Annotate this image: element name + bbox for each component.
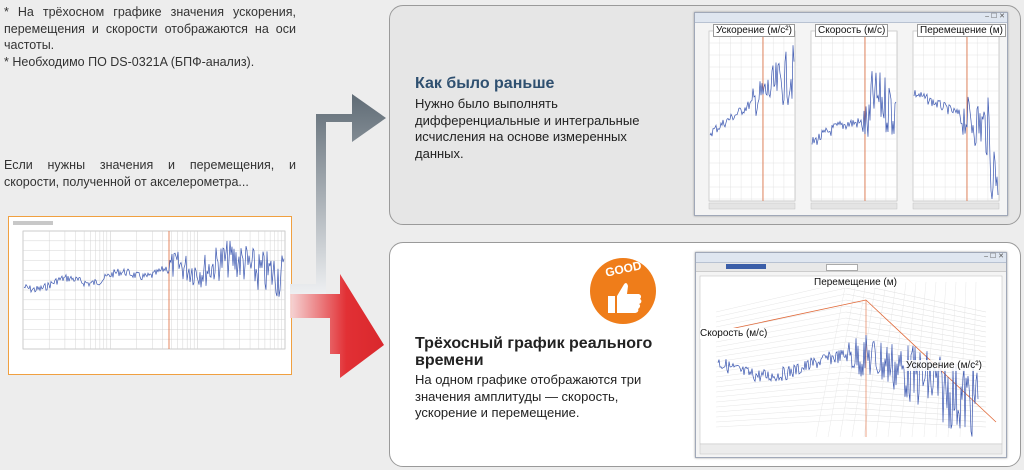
after-text: На одном графике отображаются три значения амплитуды — скорость, ускорение и перемещение. [415, 372, 642, 420]
good-label: GOOD [603, 258, 643, 280]
intro-text: Если нужны значения и перемещения, и скорости, полученной от акселерометра... [4, 158, 296, 189]
before-plot-1 [709, 31, 795, 209]
before-title: Как было раньше [415, 75, 555, 92]
before-plot-2 [811, 31, 897, 209]
label-displacement: Перемещение (м) [917, 24, 1006, 37]
label-speed: Скорость (м/с) [815, 24, 888, 37]
flow-arrows [290, 88, 390, 378]
after-label-acceleration: Ускорение (м/с²) [906, 360, 982, 371]
after-label-displacement: Перемещение (м) [814, 277, 897, 288]
before-plots-svg [695, 23, 1007, 215]
good-badge [590, 258, 656, 324]
after-title: Трёхосный график реального времени [415, 335, 653, 369]
source-spectrum-svg [9, 217, 291, 374]
before-window: – ☐ ✕ [694, 12, 1008, 216]
after-window: – ☐ ✕ [695, 252, 1007, 458]
after-label-speed: Скорость (м/с) [700, 328, 768, 339]
note-triaxial: * На трёхосном графике значения ускорения, перемещения и скорости отображаются на оси частоты. [4, 5, 296, 52]
before-plot-3 [913, 31, 999, 209]
source-spectrum-plot [8, 216, 292, 375]
footnotes [4, 4, 296, 70]
arrow-up-gray [290, 94, 386, 294]
before-text: Нужно было выполнять дифференциальные и интегральные исчисления на основе измеренных данных. [415, 96, 640, 161]
note-software: * Необходимо ПО DS-0321A (БПФ-анализ). [4, 54, 255, 69]
label-acceleration: Ускорение (м/с²) [713, 24, 795, 37]
